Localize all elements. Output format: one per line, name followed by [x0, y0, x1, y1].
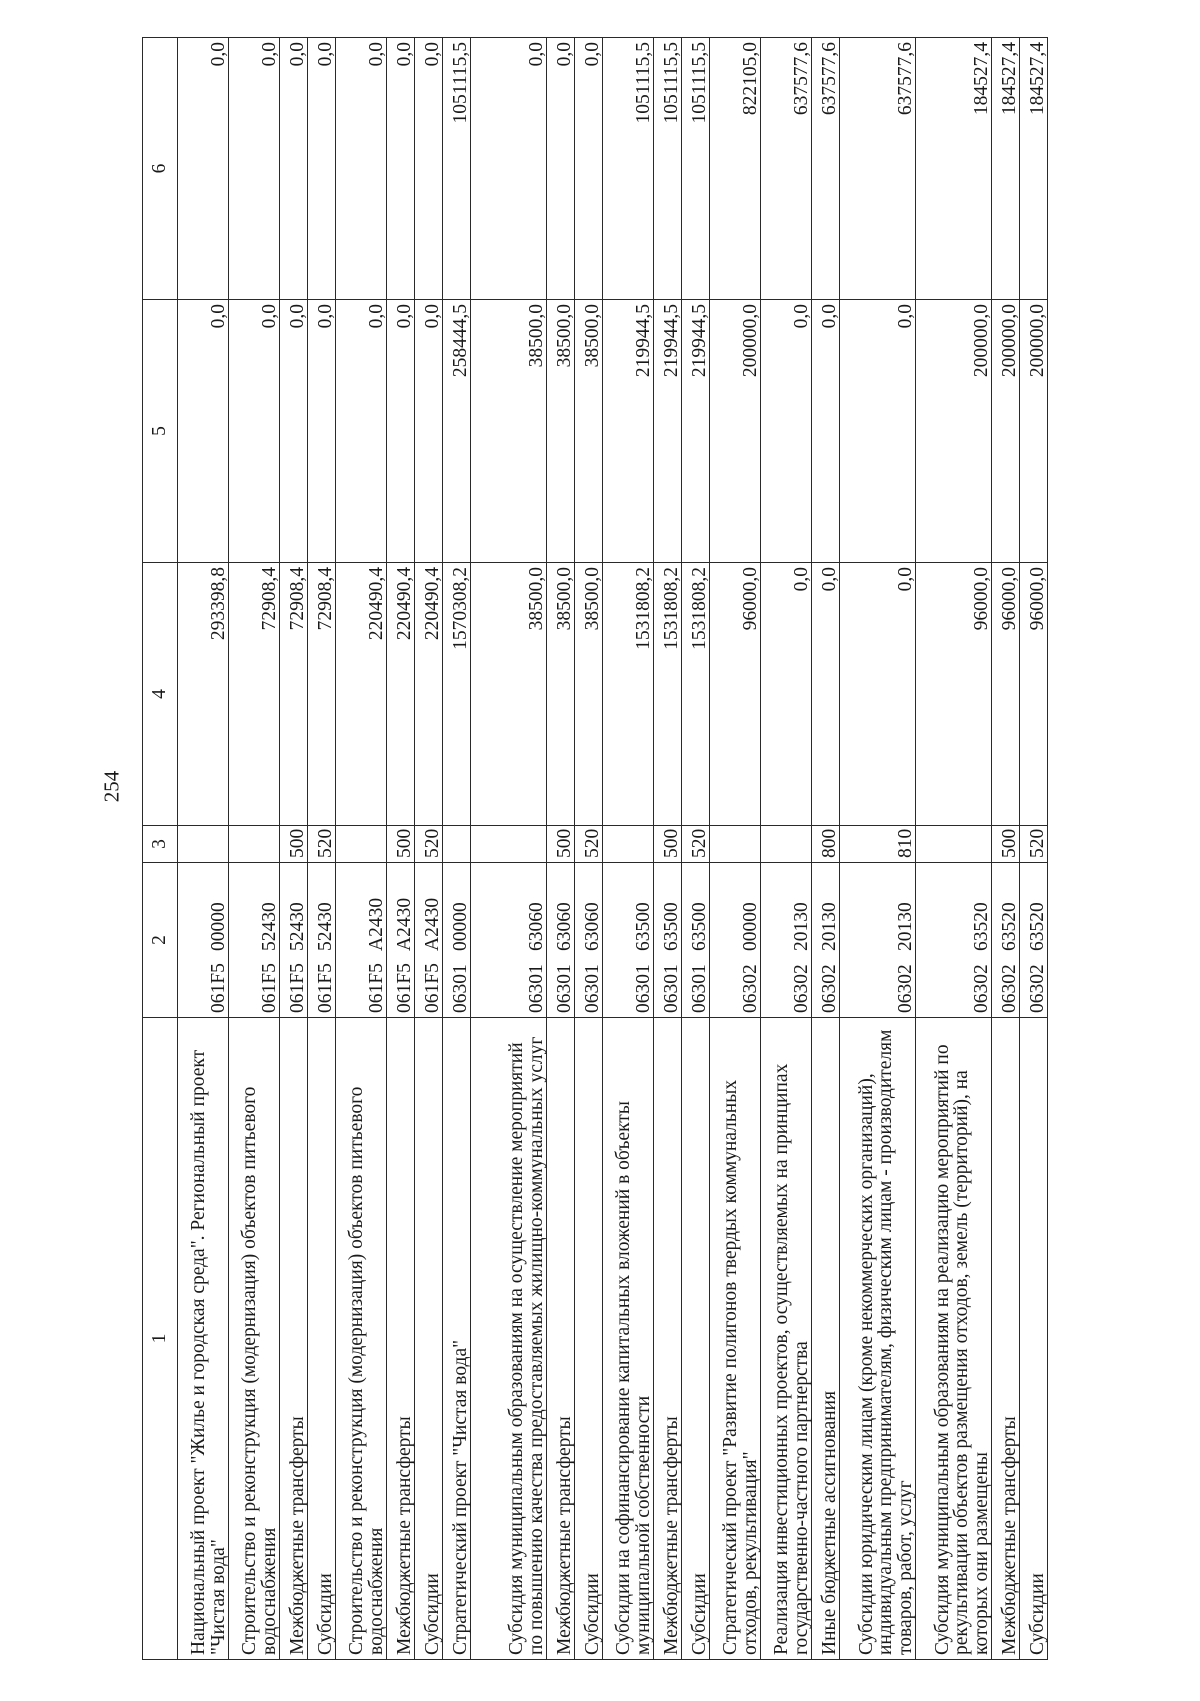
code-direction: 63520 — [1026, 902, 1048, 951]
row-value-col4: 1531808,2 — [603, 563, 654, 826]
row-expense-type: 520 — [682, 826, 710, 863]
row-expense-type: 520 — [1020, 826, 1048, 863]
code-program: 06301 — [660, 964, 682, 1013]
code-direction: 52430 — [258, 902, 280, 951]
row-value-col6: 1051115,5 — [443, 38, 471, 300]
row-value-col5: 0,0 — [387, 300, 415, 563]
row-value-col5: 200000,0 — [916, 300, 992, 563]
table-row — [336, 38, 387, 1660]
row-value-col5: 38500,0 — [547, 300, 575, 563]
row-value-col6: 1051115,5 — [682, 38, 710, 300]
row-value-col6: 637577,6 — [812, 38, 840, 300]
row-name: Межбюджетные трансферты — [547, 1018, 575, 1660]
row-code — [547, 863, 575, 1018]
row-value-col5: 258444,5 — [443, 300, 471, 563]
table-row — [443, 38, 471, 1660]
table-row — [654, 38, 682, 1660]
table-row — [415, 38, 443, 1660]
row-value-col4: 0,0 — [840, 563, 916, 826]
row-expense-type: 520 — [308, 826, 336, 863]
row-expense-type: 810 — [840, 826, 916, 863]
row-expense-type — [761, 826, 812, 863]
table-row — [387, 38, 415, 1660]
row-name: Межбюджетные трансферты — [387, 1018, 415, 1660]
row-value-col5: 0,0 — [280, 300, 308, 563]
row-value-col6: 0,0 — [387, 38, 415, 300]
table-row — [992, 38, 1020, 1660]
row-code — [471, 863, 547, 1018]
row-value-col6: 0,0 — [471, 38, 547, 300]
row-value-col4: 220490,4 — [387, 563, 415, 826]
header-row — [143, 38, 178, 1660]
rotated-page — [142, 38, 1130, 1660]
row-expense-type: 520 — [415, 826, 443, 863]
row-code — [1020, 863, 1048, 1018]
row-value-col4: 1531808,2 — [654, 563, 682, 826]
row-value-col6: 0,0 — [229, 38, 280, 300]
row-name: Межбюджетные трансферты — [280, 1018, 308, 1660]
row-code — [387, 863, 415, 1018]
row-value-col5: 38500,0 — [575, 300, 603, 563]
page-number: 254 — [99, 770, 124, 803]
row-value-col5: 0,0 — [308, 300, 336, 563]
code-program: 06301 — [553, 964, 575, 1013]
row-code — [840, 863, 916, 1018]
code-direction: 00000 — [449, 902, 471, 951]
budget-table — [142, 37, 1048, 1660]
table-row — [547, 38, 575, 1660]
row-value-col4: 72908,4 — [229, 563, 280, 826]
code-direction: 20130 — [894, 902, 916, 951]
column-header: 2 — [143, 863, 178, 1018]
row-value-col6: 0,0 — [280, 38, 308, 300]
row-expense-type: 500 — [654, 826, 682, 863]
row-code — [415, 863, 443, 1018]
row-expense-type: 500 — [547, 826, 575, 863]
row-name: Субсидии — [1020, 1018, 1048, 1660]
row-expense-type — [603, 826, 654, 863]
code-program: 06301 — [581, 964, 603, 1013]
row-code — [178, 863, 229, 1018]
row-value-col5: 0,0 — [812, 300, 840, 563]
row-value-col6: 1051115,5 — [654, 38, 682, 300]
code-direction: 63520 — [970, 902, 992, 951]
table-row — [682, 38, 710, 1660]
row-expense-type — [229, 826, 280, 863]
row-expense-type: 800 — [812, 826, 840, 863]
row-value-col5: 200000,0 — [1020, 300, 1048, 563]
row-code — [992, 863, 1020, 1018]
column-header: 6 — [143, 38, 178, 300]
table-row — [280, 38, 308, 1660]
row-value-col6: 1051115,5 — [603, 38, 654, 300]
code-program: 06301 — [632, 964, 654, 1013]
table-row — [840, 38, 916, 1660]
code-program: 061F5 — [286, 963, 308, 1013]
row-value-col6: 822105,0 — [710, 38, 761, 300]
column-header: 1 — [143, 1018, 178, 1660]
code-direction: А2430 — [421, 897, 443, 951]
row-value-col6: 637577,6 — [761, 38, 812, 300]
row-code — [710, 863, 761, 1018]
code-direction: А2430 — [393, 897, 415, 951]
table-row — [229, 38, 280, 1660]
row-value-col4: 0,0 — [812, 563, 840, 826]
row-value-col4: 96000,0 — [916, 563, 992, 826]
table-row — [575, 38, 603, 1660]
row-code — [280, 863, 308, 1018]
row-name: Реализация инвестиционных проектов, осуществляемых на принципах государственно-частного партнерства — [761, 1018, 812, 1660]
row-value-col4: 38500,0 — [471, 563, 547, 826]
column-header: 3 — [143, 826, 178, 863]
row-expense-type — [916, 826, 992, 863]
row-expense-type — [178, 826, 229, 863]
row-name: Межбюджетные трансферты — [654, 1018, 682, 1660]
code-direction: 52430 — [286, 902, 308, 951]
row-value-col5: 38500,0 — [471, 300, 547, 563]
row-value-col6: 0,0 — [178, 38, 229, 300]
row-expense-type: 500 — [387, 826, 415, 863]
row-value-col6: 0,0 — [547, 38, 575, 300]
code-program: 06301 — [688, 964, 710, 1013]
code-direction: 63520 — [998, 902, 1020, 951]
row-code — [575, 863, 603, 1018]
row-value-col4: 0,0 — [761, 563, 812, 826]
row-name: Субсидии — [308, 1018, 336, 1660]
table-row — [471, 38, 547, 1660]
code-program: 061F5 — [365, 963, 387, 1013]
row-code — [812, 863, 840, 1018]
code-program: 06301 — [525, 964, 547, 1013]
code-program: 06302 — [998, 964, 1020, 1013]
code-program: 06301 — [449, 964, 471, 1013]
table-row — [308, 38, 336, 1660]
code-direction: 63060 — [581, 902, 603, 951]
row-code — [229, 863, 280, 1018]
row-value-col5: 219944,5 — [654, 300, 682, 563]
code-direction: 52430 — [314, 902, 336, 951]
row-expense-type: 500 — [280, 826, 308, 863]
row-name: Строительство и реконструкция (модернизация) объектов питьевого водоснабжения — [229, 1018, 280, 1660]
code-direction: 00000 — [739, 902, 761, 951]
row-value-col5: 0,0 — [178, 300, 229, 563]
row-name: Стратегический проект "Развитие полигонов твердых коммунальных отходов, рекультивация" — [710, 1018, 761, 1660]
row-value-col6: 0,0 — [308, 38, 336, 300]
table-row — [710, 38, 761, 1660]
row-value-col4: 96000,0 — [1020, 563, 1048, 826]
row-code — [761, 863, 812, 1018]
code-program: 06302 — [790, 964, 812, 1013]
row-code — [916, 863, 992, 1018]
row-expense-type — [471, 826, 547, 863]
code-program: 061F5 — [314, 963, 336, 1013]
row-value-col4: 38500,0 — [575, 563, 603, 826]
code-program: 061F5 — [421, 963, 443, 1013]
row-name: Национальный проект "Жилье и городская среда". Региональный проект "Чистая вода" — [178, 1018, 229, 1660]
row-name: Субсидия муниципальным образованиям на осуществление мероприятий по повышению качества предоставляемых жилищно-коммунальных услуг — [471, 1018, 547, 1660]
code-direction: 63500 — [688, 902, 710, 951]
code-direction: 63500 — [660, 902, 682, 951]
code-program: 061F5 — [258, 963, 280, 1013]
row-code — [682, 863, 710, 1018]
row-name: Субсидии — [682, 1018, 710, 1660]
row-value-col4: 96000,0 — [710, 563, 761, 826]
row-name: Субсидии — [415, 1018, 443, 1660]
table-row — [812, 38, 840, 1660]
row-expense-type — [443, 826, 471, 863]
row-value-col4: 1570308,2 — [443, 563, 471, 826]
row-value-col6: 0,0 — [336, 38, 387, 300]
code-program: 06302 — [739, 964, 761, 1013]
row-value-col6: 637577,6 — [840, 38, 916, 300]
code-direction: А2430 — [365, 897, 387, 951]
row-code — [443, 863, 471, 1018]
row-value-col5: 219944,5 — [603, 300, 654, 563]
column-header: 4 — [143, 563, 178, 826]
row-name: Строительство и реконструкция (модернизация) объектов питьевого водоснабжения — [336, 1018, 387, 1660]
row-value-col4: 220490,4 — [415, 563, 443, 826]
row-value-col6: 0,0 — [415, 38, 443, 300]
code-direction: 00000 — [207, 902, 229, 951]
row-value-col5: 0,0 — [761, 300, 812, 563]
row-value-col5: 0,0 — [336, 300, 387, 563]
row-value-col4: 72908,4 — [280, 563, 308, 826]
row-expense-type — [336, 826, 387, 863]
row-value-col6: 184527,4 — [916, 38, 992, 300]
row-value-col5: 0,0 — [840, 300, 916, 563]
table-row — [916, 38, 992, 1660]
code-direction: 20130 — [818, 902, 840, 951]
row-name: Субсидия муниципальным образованиям на реализацию мероприятий по рекультивации объектов размещения отходов, земель (территорий), на которых они размещены — [916, 1018, 992, 1660]
row-value-col5: 0,0 — [229, 300, 280, 563]
row-expense-type: 500 — [992, 826, 1020, 863]
row-value-col5: 200000,0 — [710, 300, 761, 563]
row-value-col4: 220490,4 — [336, 563, 387, 826]
row-value-col4: 38500,0 — [547, 563, 575, 826]
row-value-col6: 184527,4 — [1020, 38, 1048, 300]
row-value-col6: 184527,4 — [992, 38, 1020, 300]
row-value-col5: 200000,0 — [992, 300, 1020, 563]
code-program: 06302 — [970, 964, 992, 1013]
table-row — [1020, 38, 1048, 1660]
table-row — [603, 38, 654, 1660]
row-value-col4: 1531808,2 — [682, 563, 710, 826]
row-name: Субсидии — [575, 1018, 603, 1660]
code-program: 061F5 — [207, 963, 229, 1013]
column-header: 5 — [143, 300, 178, 563]
row-code — [308, 863, 336, 1018]
code-direction: 63500 — [632, 902, 654, 951]
row-name: Стратегический проект "Чистая вода" — [443, 1018, 471, 1660]
code-program: 06302 — [1026, 964, 1048, 1013]
row-value-col4: 293398,8 — [178, 563, 229, 826]
row-code — [336, 863, 387, 1018]
row-name: Субсидии на софинансирование капитальных вложений в объекты муниципальной собственности — [603, 1018, 654, 1660]
row-value-col5: 0,0 — [415, 300, 443, 563]
code-direction: 20130 — [790, 902, 812, 951]
table-row — [178, 38, 229, 1660]
code-program: 06302 — [894, 964, 916, 1013]
row-name: Субсидии юридическим лицам (кроме некоммерческих организаций), индивидуальным предпринимателям, физическим лицам - производителям товаров, работ, услуг — [840, 1018, 916, 1660]
row-value-col5: 219944,5 — [682, 300, 710, 563]
code-program: 061F5 — [393, 963, 415, 1013]
code-program: 06302 — [818, 964, 840, 1013]
row-value-col4: 96000,0 — [992, 563, 1020, 826]
row-expense-type: 520 — [575, 826, 603, 863]
row-expense-type — [710, 826, 761, 863]
table-row — [761, 38, 812, 1660]
row-code — [654, 863, 682, 1018]
row-name: Иные бюджетные ассигнования — [812, 1018, 840, 1660]
code-direction: 63060 — [553, 902, 575, 951]
row-value-col4: 72908,4 — [308, 563, 336, 826]
row-value-col6: 0,0 — [575, 38, 603, 300]
row-code — [603, 863, 654, 1018]
table-body — [178, 38, 1048, 1660]
code-direction: 63060 — [525, 902, 547, 951]
row-name: Межбюджетные трансферты — [992, 1018, 1020, 1660]
